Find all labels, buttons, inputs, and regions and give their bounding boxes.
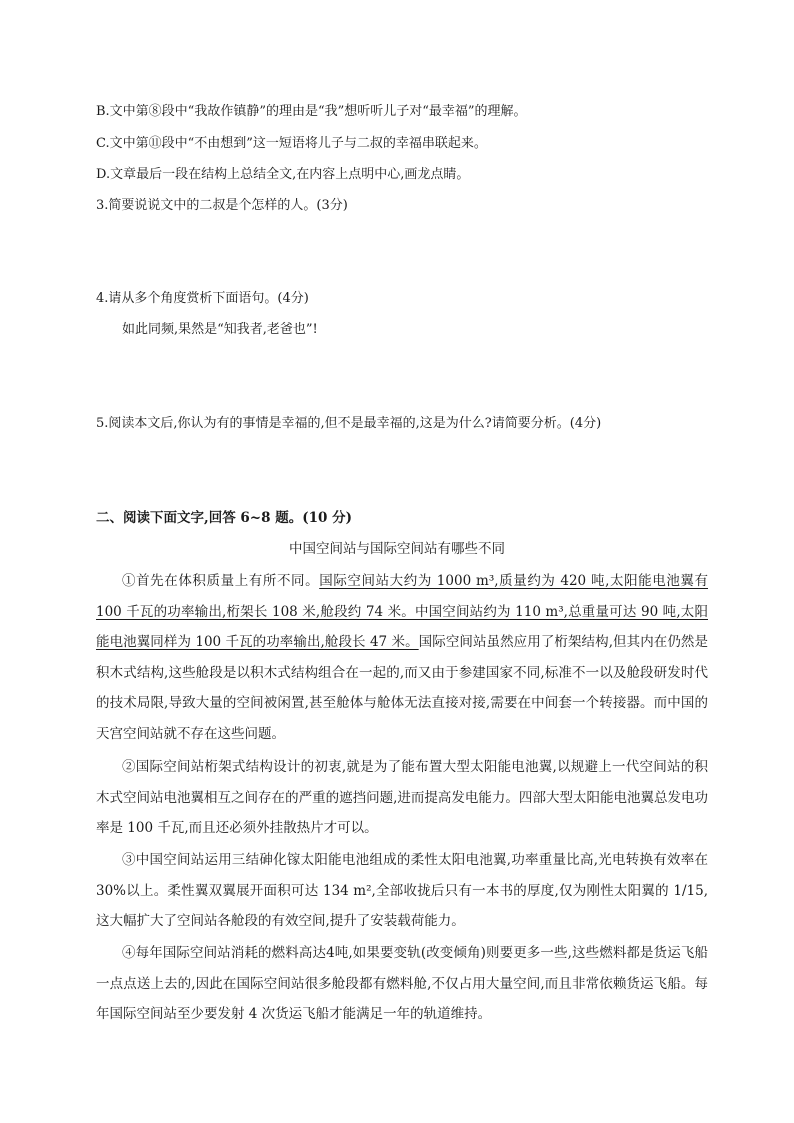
question-3: 3.简要说说文中的二叔是个怎样的人。(3分) bbox=[96, 198, 348, 213]
question-4-quote: 如此同频,果然是“知我者,老爸也”! bbox=[122, 322, 318, 337]
paragraph-2-text: ②国际空间站桁架式结构设计的初衷,就是为了能布置大型太阳能电池翼,以规避上一代空间站的积木式空间站电池翼相互之间存在的严重的遮挡问题,进而提高发电能力。四部大型太阳能电池翼总发电功率是 100 千瓦,而且还必须外挂散热片才可以。 bbox=[96, 759, 708, 836]
paragraph-2 bbox=[96, 752, 708, 844]
question-option-d: D.文章最后一段在结构上总结全文,在内容上点明中心,画龙点睛。 bbox=[96, 167, 470, 182]
paragraph-1 bbox=[96, 566, 708, 749]
paragraph-4-text: ④每年国际空间站消耗的燃料高达4吨,如果要变轨(改变倾角)则要更多一些,这些燃料都是货运飞船一点点送上去的,因此在国际空间站很多舱段都有燃料舱,不仅占用大量空间,而且非常依赖货运飞船。每年国际空间站至少要发射 4 次货运飞船才能满足一年的轨道维持。 bbox=[96, 945, 708, 1022]
paragraph-4 bbox=[96, 938, 708, 1030]
paragraph-1-lead: ①首先在体积质量上有所不同。 bbox=[122, 573, 320, 589]
section-heading: 二、阅读下面文字,回答 6~8 题。(10 分) bbox=[96, 510, 352, 526]
question-option-c: C.文中第⑪段中“不由想到”这一短语将儿子与二叔的幸福串联起来。 bbox=[96, 136, 487, 151]
paragraph-3 bbox=[96, 845, 708, 937]
question-4: 4.请从多个角度赏析下面语句。(4分) bbox=[96, 291, 309, 306]
paragraph-1-rest: 国际空间站虽然应用了桁架结构,但其内在仍然是积木式结构,这些舱段是以积木式结构组合在一起的,而又由于参建国家不同,标准不一以及舱段研发时代的技术局限,导致大量的空间被闲置,甚至舱体与舱体无法直接对接,需要在中间套一个转接器。而中国的天宫空间站就不存在这些问题。 bbox=[96, 634, 709, 742]
question-5: 5.阅读本文后,你认为有的事情是幸福的,但不是最幸福的,这是为什么?请简要分析。(4分) bbox=[96, 416, 602, 431]
question-option-b: B.文中第⑧段中“我故作镇静”的理由是“我”想听听儿子对“最幸福”的理解。 bbox=[96, 104, 527, 119]
paragraph-1-underlined: 国际空间站大约为 1000 m³,质量约为 420 吨,太阳能电池翼有 100 千瓦的功率输出,桁架长 108 米,舱段约 74 米。中国空间站约为 110 m³,总重量可达 90 吨,太阳能电池翼同样为 100 千瓦的功率输出,舱段长 47 米。 bbox=[96, 573, 709, 650]
article-title: 中国空间站与国际空间站有哪些不同 bbox=[289, 541, 505, 557]
paragraph-3-text: ③中国空间站运用三结砷化镓太阳能电池组成的柔性太阳电池翼,功率重量比高,光电转换有效率在 30%以上。柔性翼双翼展开面积可达 134 m²,全部收拢后只有一本书的厚度,仅为刚性太阳翼的 1/15,这大幅扩大了空间站各舱段的有效空间,提升了安装载荷能力。 bbox=[96, 852, 708, 929]
